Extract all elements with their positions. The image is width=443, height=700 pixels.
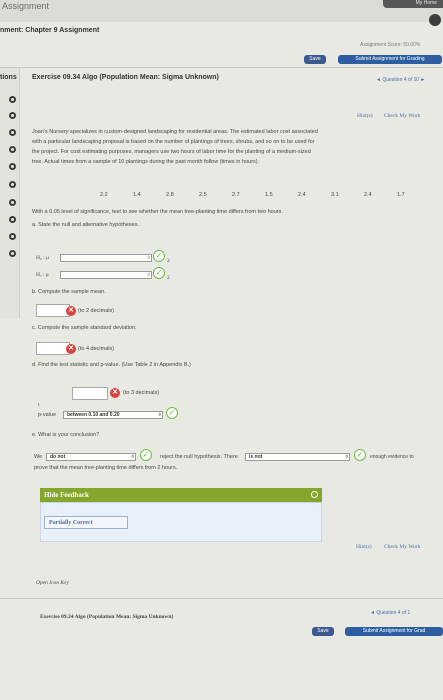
question-status-dot-9[interactable]: [9, 233, 16, 240]
check-icon: ✓: [354, 449, 366, 461]
sample-std-input[interactable]: [36, 342, 70, 355]
window-top-bar: [0, 0, 443, 22]
pvalue-select[interactable]: between 0.10 and 0.20 ◊: [63, 411, 163, 419]
incorrect-icon: ✕: [66, 306, 76, 316]
we-label: We: [34, 454, 43, 460]
collapse-icon[interactable]: [311, 491, 318, 498]
question-status-dot-7[interactable]: [9, 199, 16, 206]
ha-label: Hₐ : μ: [36, 272, 49, 278]
data-value: 2.4: [298, 192, 306, 198]
exercise-title: Exercise 09.34 Algo (Population Mean: Sigma Unknown): [32, 74, 219, 81]
ha-value: 2: [167, 275, 170, 281]
question-navigator-bottom[interactable]: ◄ Question 4 of 1: [370, 610, 411, 616]
open-icon-key[interactable]: Open Icon Key: [36, 580, 69, 586]
reject-decision-select[interactable]: do not ◊: [46, 453, 136, 461]
pvalue-label: p-value: [38, 412, 57, 418]
data-value: 2.2: [100, 192, 108, 198]
question-text-line-3: the project. For cost estimating purposes, managers use two hours of labor time for the planting of a medium-sized: [32, 149, 311, 155]
assignment-score: Assignment Score: 50.00%: [360, 42, 421, 48]
question-sidebar: [0, 68, 20, 318]
hide-feedback-label: Hide Feedback: [44, 491, 89, 499]
data-value: 2.8: [166, 192, 174, 198]
check-my-work-link-bottom[interactable]: Check My Work: [384, 544, 421, 550]
incorrect-icon: ✕: [110, 388, 120, 398]
question-navigator[interactable]: ◄ Question 4 of 10 ►: [376, 77, 426, 83]
hints-link[interactable]: Hint(s): [357, 113, 373, 119]
part-b-note: (to 2 decimals): [78, 308, 115, 314]
part-b-prompt: b. Compute the sample mean.: [32, 289, 106, 295]
data-value: 1.5: [265, 192, 273, 198]
part-e-prompt: e. What is your conclusion?: [32, 432, 100, 438]
window-title: Assignment: [2, 1, 50, 11]
part-c-note: (to 4 decimals): [78, 346, 115, 352]
question-status-dot-3[interactable]: [9, 129, 16, 136]
reject-text: reject the null hypothesis. There: [160, 454, 238, 460]
question-status-dot-2[interactable]: [9, 112, 16, 119]
data-value: 2.7: [232, 192, 240, 198]
user-avatar[interactable]: [429, 14, 441, 26]
significance-text: With a 0.05 level of significance, test to see whether the mean tree-planting time differs from two hours.: [32, 209, 283, 215]
exercise-title-bottom: Exercise 09.34 Algo (Population Mean: Sigma Unknown): [40, 614, 174, 620]
part-d-note: (to 3 decimals): [123, 390, 160, 396]
test-statistic-input[interactable]: [72, 387, 108, 400]
question-text-line-2: with a particular landscaping proposal is based on the number of plantings of trees, shrubs, and so on to be used for: [32, 139, 315, 145]
h0-value: 2: [167, 258, 170, 264]
question-status-dot-1[interactable]: [9, 96, 16, 103]
check-icon: ✓: [153, 250, 165, 262]
question-status-dot-6[interactable]: [9, 181, 16, 188]
t-label: t: [38, 402, 40, 408]
hide-feedback-toggle[interactable]: [40, 488, 322, 502]
part-d-prompt: d. Find the test statistic and p-value. (Use Table 2 in Appendix B.): [32, 362, 191, 368]
footer-divider: [0, 598, 443, 599]
home-link[interactable]: [383, 0, 443, 8]
check-icon: ✓: [140, 449, 152, 461]
submit-assignment-button[interactable]: Submit Assignment for Grading: [338, 55, 442, 64]
ha-operator-select[interactable]: [60, 271, 152, 279]
feedback-status-badge: Partially Correct: [44, 516, 128, 529]
data-value: 1.4: [133, 192, 141, 198]
home-link-label: My Home: [415, 0, 437, 6]
enough-text: enough evidence to: [370, 454, 414, 460]
header-divider: [0, 67, 443, 68]
sample-mean-input[interactable]: [36, 304, 70, 317]
part-a-prompt: a. State the null and alternative hypotheses.: [32, 222, 140, 228]
check-icon: ✓: [166, 407, 178, 419]
data-value: 1.7: [397, 192, 405, 198]
question-status-dot-5[interactable]: [9, 163, 16, 170]
part-c-prompt: c. Compute the sample standard deviation.: [32, 325, 137, 331]
evidence-select[interactable]: is not ◊: [245, 453, 350, 461]
data-value: 2.5: [199, 192, 207, 198]
save-button[interactable]: Save: [304, 55, 326, 64]
data-value: 3.1: [331, 192, 339, 198]
check-my-work-link[interactable]: Check My Work: [384, 113, 421, 119]
save-button-bottom[interactable]: Save: [312, 627, 334, 636]
h0-operator-select[interactable]: [60, 254, 152, 262]
prove-text: prove that the mean tree-planting time differs from 2 hours.: [34, 465, 178, 471]
h0-label: H₀ : μ: [36, 255, 50, 261]
question-status-dot-8[interactable]: [9, 216, 16, 223]
check-icon: ✓: [153, 267, 165, 279]
question-text-line-4: tree. Actual times from a sample of 10 plantings during the past month follow (times in hours).: [32, 159, 260, 165]
submit-assignment-button-bottom[interactable]: Submit Assignment for Grad: [345, 627, 443, 636]
hints-link-bottom[interactable]: Hint(s): [356, 544, 372, 550]
data-value: 2.4: [364, 192, 372, 198]
question-text-line-1: Joan's Nursery specializes in custom-designed landscaping for residential areas. The estimated labor cost associated: [32, 129, 318, 135]
question-status-dot-4[interactable]: [9, 146, 16, 153]
question-status-dot-10[interactable]: [9, 250, 16, 257]
questions-label: tions: [0, 74, 17, 81]
assignment-title: nment: Chapter 9 Assignment: [0, 27, 100, 34]
incorrect-icon: ✕: [66, 344, 76, 354]
